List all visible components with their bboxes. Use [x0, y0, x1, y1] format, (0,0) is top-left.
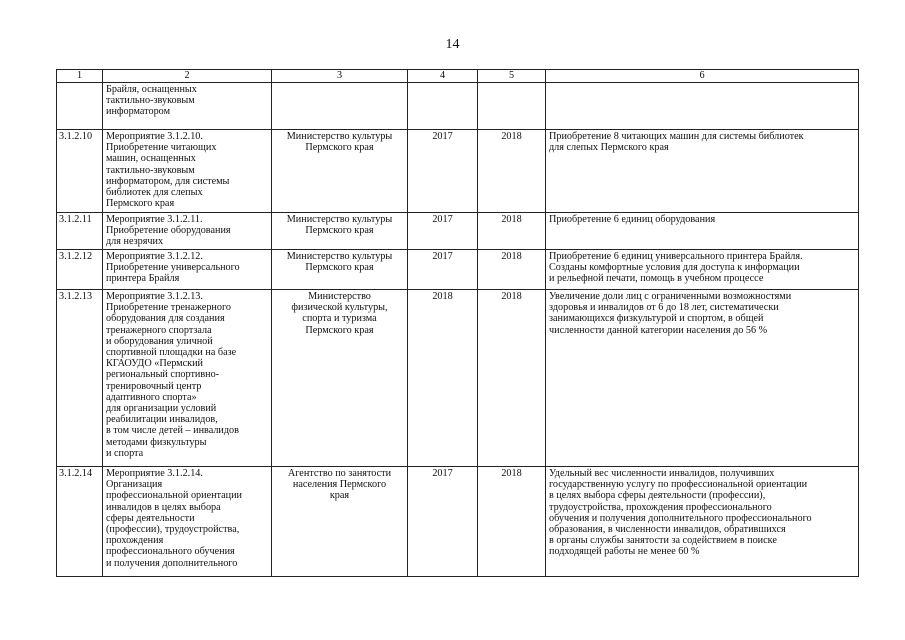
activity-description: Мероприятие 3.1.2.13. Приобретение тренажерного оборудования для создания тренажерного спортзала и оборудования уличной спортивной площадки на базе КГАОУДО «Пермский региональный спортивно- тренировочный центр адаптивного спорта» для организации условий реабилитации инвалидов, в том числе детей – инвалидов методами физкультуры и спорта — [103, 290, 272, 467]
executor: Министерство физической культуры, спорта и туризма Пермского края — [272, 290, 408, 467]
end-year: 2018 — [478, 467, 546, 577]
activity-code: 3.1.2.14 — [57, 467, 103, 577]
expected-result: Удельный вес численности инвалидов, получивших государственную услугу по профессиональной ориентации в целях выбора сферы деятельности (профессии), трудоустройства, прохождения профессионального обучения и получения дополнительного профессионального образования, в численности инвалидов, обратившихся в органы службы занятости за содействием в поиске подходящей работы не менее 60 % — [546, 467, 859, 577]
activity-code — [57, 83, 103, 130]
executor: Агентство по занятости населения Пермского края — [272, 467, 408, 577]
start-year: 2017 — [408, 130, 478, 213]
start-year — [408, 83, 478, 130]
activity-code: 3.1.2.13 — [57, 290, 103, 467]
end-year: 2018 — [478, 290, 546, 467]
column-header: 2 — [103, 70, 272, 83]
end-year: 2018 — [478, 213, 546, 250]
table-header-row — [57, 70, 859, 83]
table-row — [57, 83, 859, 130]
column-header: 3 — [272, 70, 408, 83]
activity-code: 3.1.2.12 — [57, 250, 103, 290]
expected-result: Увеличение доли лиц с ограниченными возможностями здоровья и инвалидов от 6 до 18 лет, систематически занимающихся физкультурой и спортом, в общей численности данной категории населения до 56 % — [546, 290, 859, 467]
table-row — [57, 290, 859, 467]
expected-result: Приобретение 6 единиц оборудования — [546, 213, 859, 250]
executor: Министерство культуры Пермского края — [272, 250, 408, 290]
expected-result: Приобретение 6 единиц универсального принтера Брайля. Созданы комфортные условия для доступа к информации и рельефной печати, помощь в учебном процессе — [546, 250, 859, 290]
start-year: 2017 — [408, 467, 478, 577]
start-year: 2017 — [408, 213, 478, 250]
activity-description: Мероприятие 3.1.2.11. Приобретение оборудования для незрячих — [103, 213, 272, 250]
page-number: 14 — [445, 37, 460, 52]
table-row — [57, 130, 859, 213]
column-header: 6 — [546, 70, 859, 83]
end-year: 2018 — [478, 250, 546, 290]
activity-code: 3.1.2.11 — [57, 213, 103, 250]
executor — [272, 83, 408, 130]
expected-result: Приобретение 8 читающих машин для системы библиотек для слепых Пермского края — [546, 130, 859, 213]
activity-description: Мероприятие 3.1.2.10. Приобретение читающих машин, оснащенных тактильно-звуковым информатором, для системы библиотек для слепых Пермского края — [103, 130, 272, 213]
activity-description: Мероприятие 3.1.2.14. Организация профессиональной ориентации инвалидов в целях выбора сферы деятельности (профессии), трудоустройства, прохождения профессионального обучения и получения дополнительного — [103, 467, 272, 577]
start-year: 2017 — [408, 250, 478, 290]
start-year: 2018 — [408, 290, 478, 467]
column-header: 1 — [57, 70, 103, 83]
table-row — [57, 250, 859, 290]
column-header: 4 — [408, 70, 478, 83]
activities-table — [56, 69, 859, 577]
end-year — [478, 83, 546, 130]
expected-result — [546, 83, 859, 130]
activity-code: 3.1.2.10 — [57, 130, 103, 213]
column-header: 5 — [478, 70, 546, 83]
activity-description: Мероприятие 3.1.2.12. Приобретение универсального принтера Брайля — [103, 250, 272, 290]
end-year: 2018 — [478, 130, 546, 213]
executor: Министерство культуры Пермского края — [272, 213, 408, 250]
table-row — [57, 213, 859, 250]
executor: Министерство культуры Пермского края — [272, 130, 408, 213]
table-row — [57, 467, 859, 577]
activity-description: Брайля, оснащенных тактильно-звуковым информатором — [103, 83, 272, 130]
